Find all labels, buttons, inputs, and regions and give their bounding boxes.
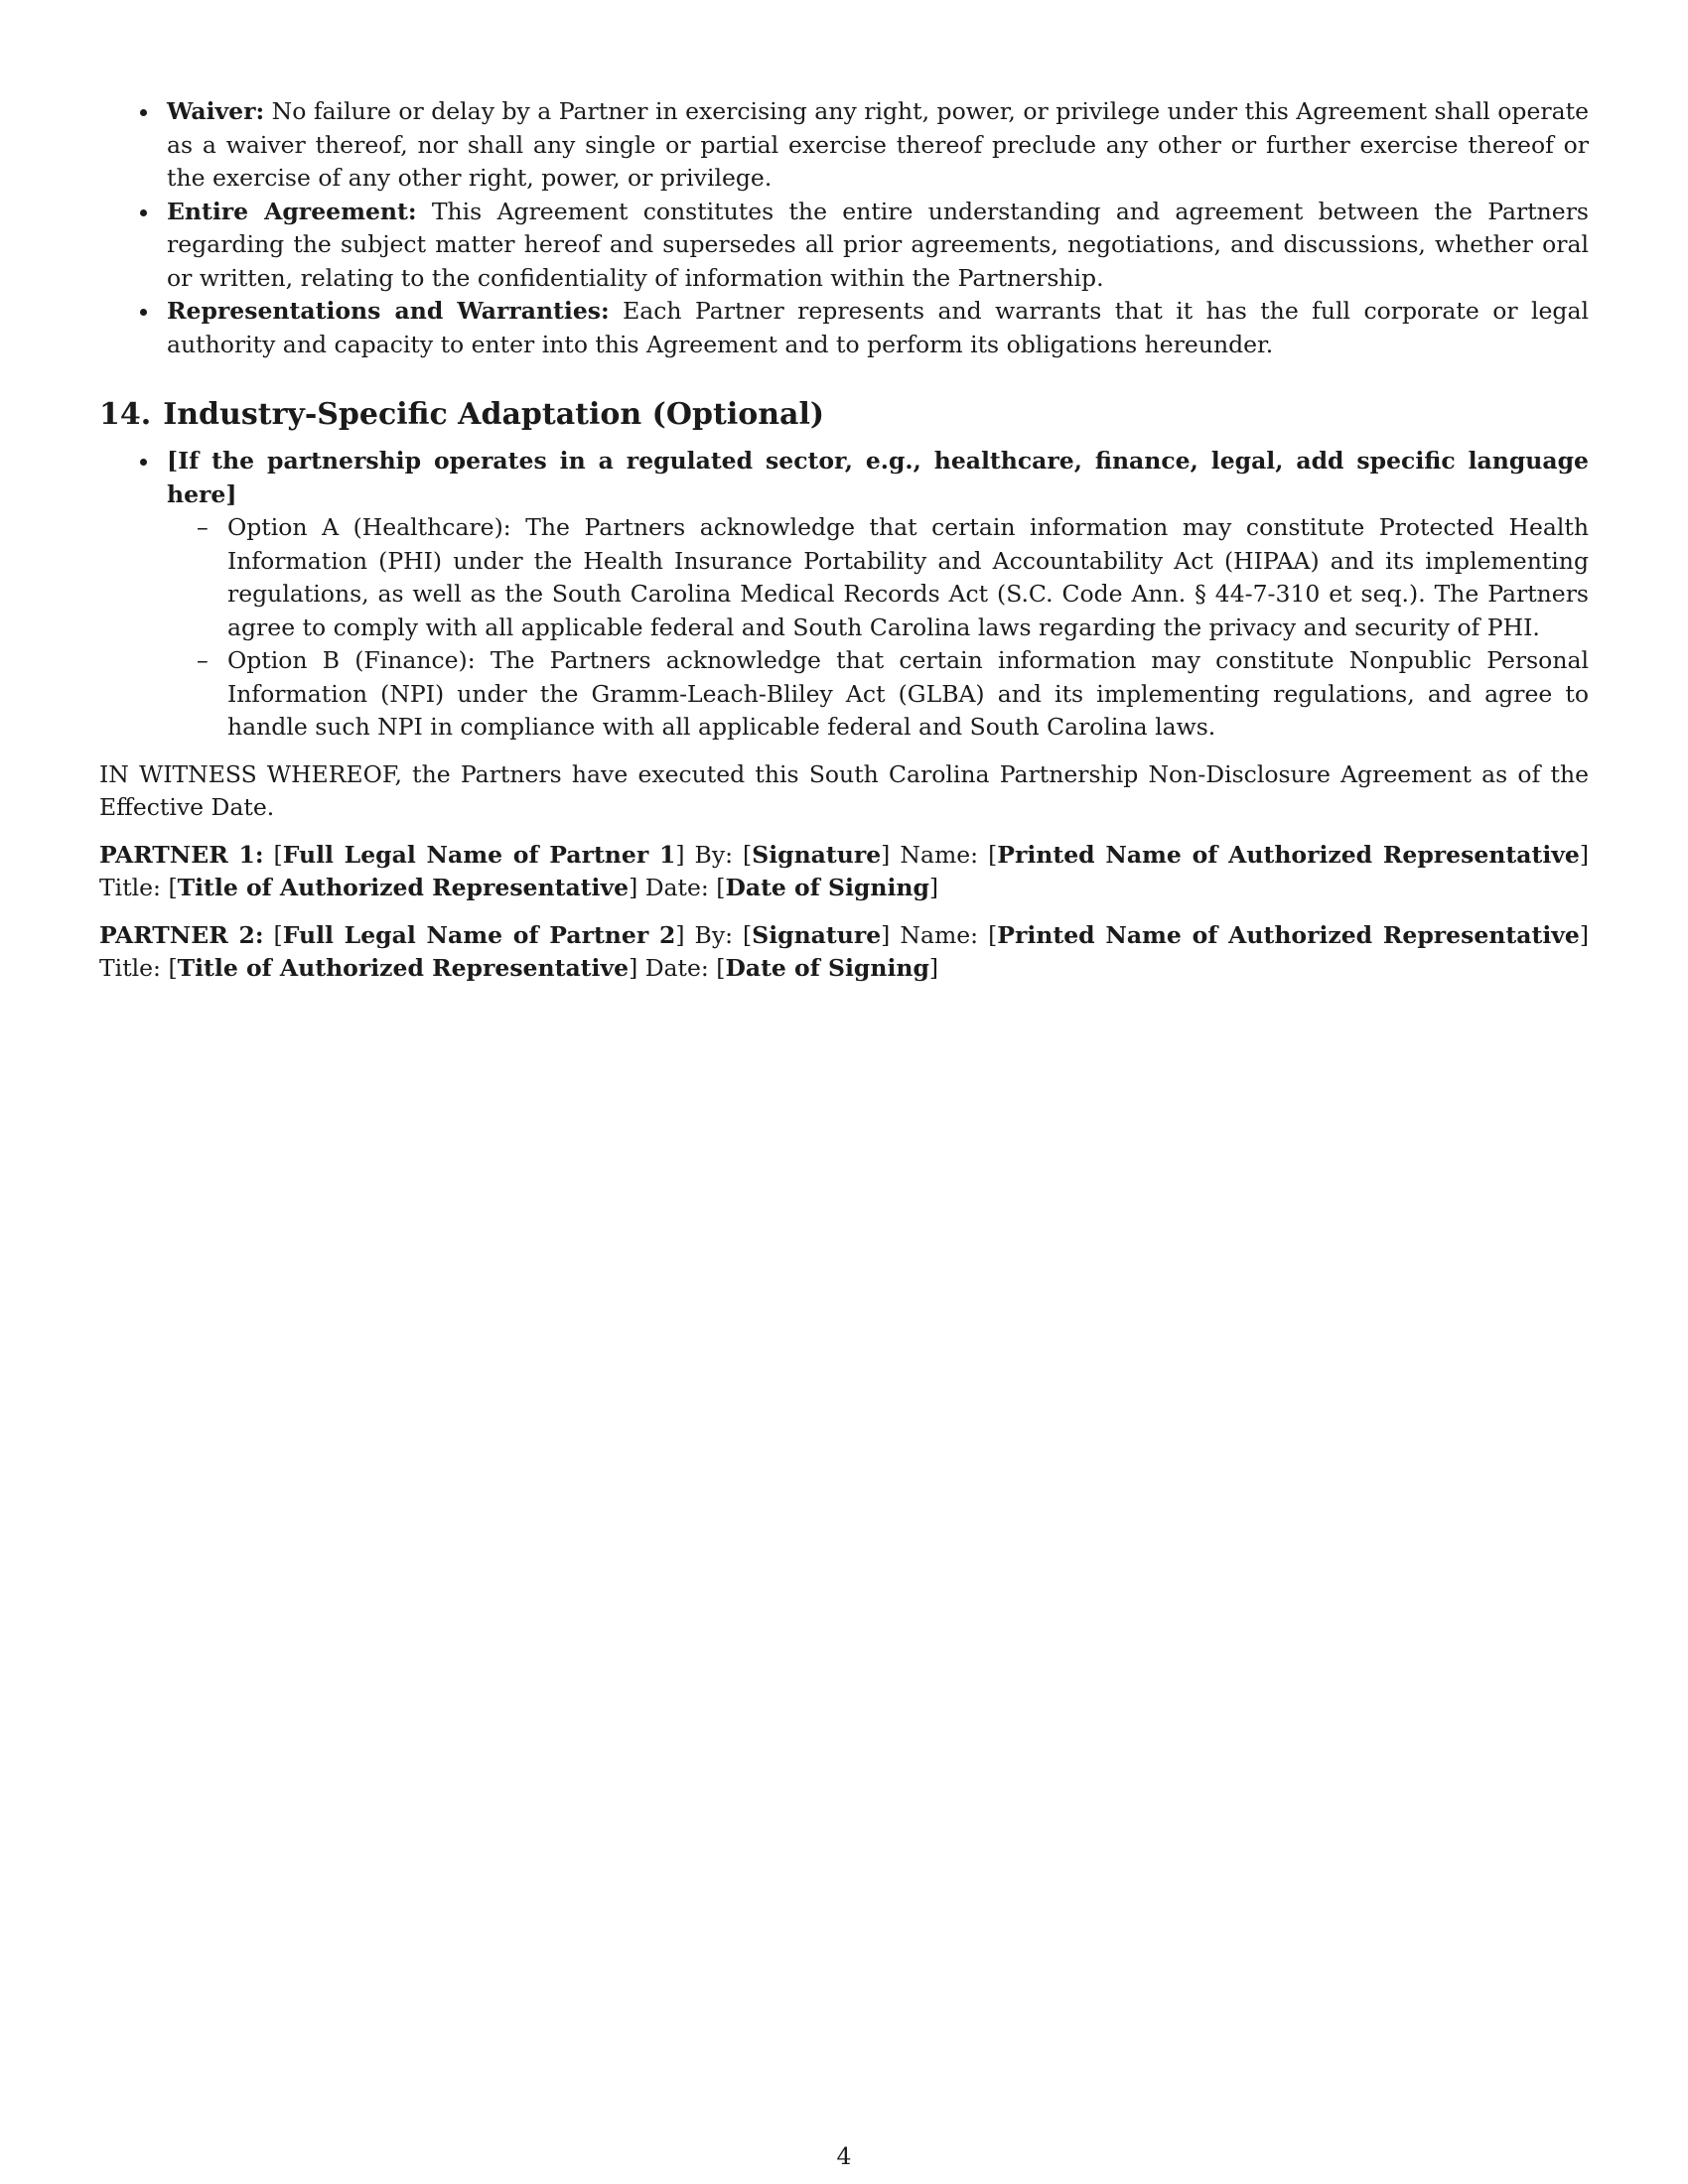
section-14-list (99, 445, 1589, 745)
signature-block-partner-1: PARTNER 1: [Full Legal Name of Partner 1] By: [Signature] Name: [Printed Name of Authorized Representative] Title: [Title of Authorized Representative] Date: [Date of Signing] (99, 840, 1590, 901)
date-placeholder: Date of Signing (725, 874, 929, 901)
partner-label: PARTNER 1: (99, 840, 264, 869)
by-label: By: (694, 920, 734, 949)
by-label: By: (694, 840, 734, 869)
signature-placeholder: Signature (752, 920, 882, 949)
clause-entire-agreement (167, 196, 1589, 296)
date-placeholder: Date of Signing (725, 954, 929, 982)
option-finance: – Option B (Finance): The Partners acknowledge that certain information may constitute Nonpublic Personal Information (NPI) under the Gramm-Leach-Bliley Act (GLBA) and its implementing regulations, and agree to handle such NPI in compliance with all applicable federal and South Carolina laws. (227, 644, 1589, 745)
title-placeholder: Title of Authorized Representative (177, 954, 630, 982)
section-number: 14. (99, 397, 152, 432)
date-label: Date: (644, 874, 709, 901)
printed-name-placeholder: Printed Name of Authorized Representative (997, 920, 1580, 949)
title-label: Title: (99, 874, 161, 901)
document-page (99, 95, 1589, 986)
name-label: Name: (900, 920, 979, 949)
partner-name-placeholder: Full Legal Name of Partner 2 (282, 920, 676, 949)
date-label: Date: (644, 954, 709, 982)
general-provisions-list (99, 95, 1589, 361)
title-label: Title: (99, 954, 161, 982)
section-14-heading (99, 395, 1589, 435)
clause-text: No failure or delay by a Partner in exercising any right, power, or privilege under this Agreement shall operate as a waiver thereof, nor shall any single or partial exercise thereof preclude any other or further exercise thereof or the exercise of any other right, power, or privilege. (167, 97, 1589, 192)
clause-text: This Agreement constitutes the entire understanding and agreement between the Partners regarding the subject matter hereof and supersedes all prior agreements, negotiations, and discussions, whether oral or written, relating to the confidentiality of information within the Partnership. (167, 197, 1589, 292)
section-14-instruction-item (167, 445, 1589, 745)
industry-options-list (167, 511, 1589, 745)
clause-term: Waiver: (167, 97, 265, 125)
partner-name-placeholder: Full Legal Name of Partner 1 (282, 840, 676, 869)
signature-placeholder: Signature (752, 840, 882, 869)
clause-waiver (167, 95, 1589, 196)
signature-block-partner-2: PARTNER 2: [Full Legal Name of Partner 2] By: [Signature] Name: [Printed Name of Authorized Representative] Title: [Title of Authorized Representative] Date: [Date of Signing] (99, 920, 1590, 982)
partner-label: PARTNER 2: (99, 920, 264, 949)
clause-representations-warranties (167, 295, 1589, 361)
clause-term: Entire Agreement: (167, 197, 417, 225)
witness-statement: IN WITNESS WHEREOF, the Partners have executed this South Carolina Partnership Non-Disclosure Agreement as of the Effective Date. (99, 759, 1589, 821)
section-title: Industry-Specific Adaptation (Optional) (163, 397, 825, 432)
clause-term: Representations and Warranties: (167, 297, 610, 325)
printed-name-placeholder: Printed Name of Authorized Representative (997, 840, 1580, 869)
name-label: Name: (900, 840, 979, 869)
section-14-instruction: [If the partnership operates in a regulated sector, e.g., healthcare, finance, legal, add specific language here] (167, 447, 1589, 508)
title-placeholder: Title of Authorized Representative (177, 874, 630, 901)
clause-text: Each Partner represents and warrants that it has the full corporate or legal authority and capacity to enter into this Agreement and to perform its obligations hereunder. (167, 297, 1589, 358)
page-number: 4 (836, 2142, 852, 2170)
option-healthcare: – Option A (Healthcare): The Partners acknowledge that certain information may constitute Protected Health Information (PHI) under the Health Insurance Portability and Accountability Act (HIPAA) and its implementing regulations, as well as the South Carolina Medical Records Act (S.C. Code Ann. § 44-7-310 et seq.). The Partners agree to comply with all applicable federal and South Carolina laws regarding the privacy and security of PHI. (227, 511, 1589, 644)
